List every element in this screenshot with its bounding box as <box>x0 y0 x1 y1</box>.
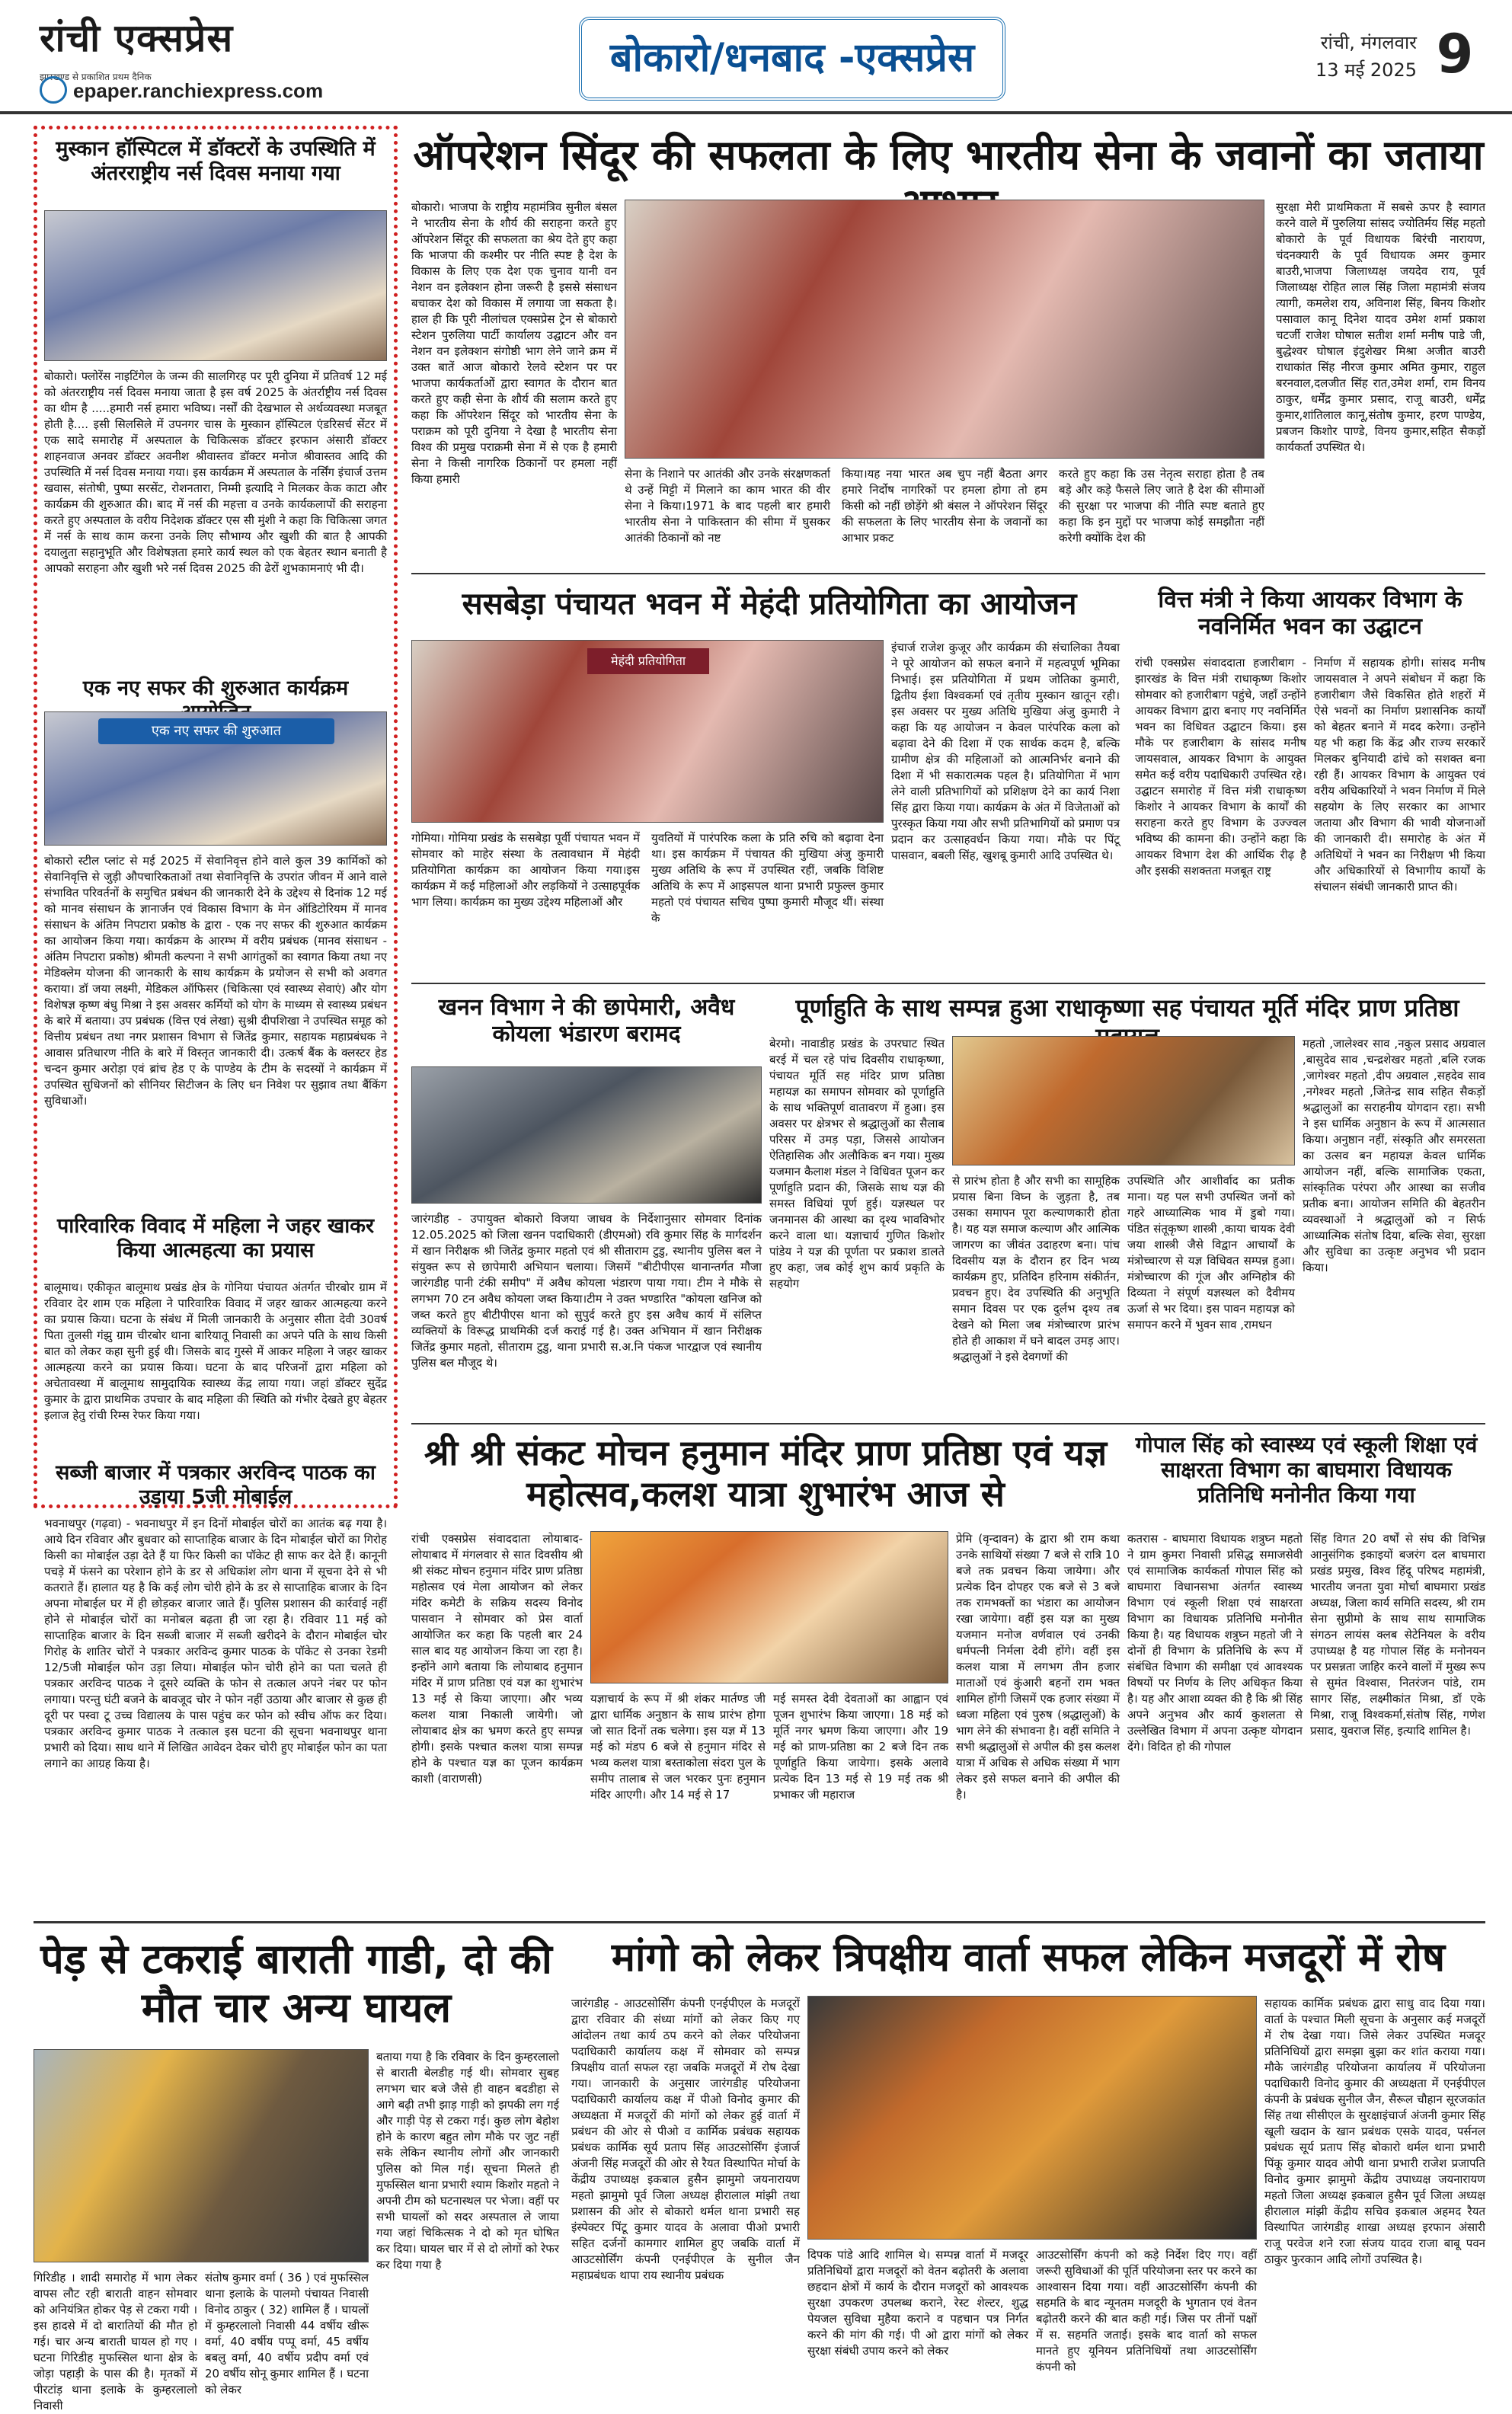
khanan-photo <box>411 1066 762 1204</box>
mehndi-headline: ससबेड़ा पंचायत भवन में मेहंदी प्रतियोगिता का आयोजन <box>462 587 1077 622</box>
section-banner <box>579 17 1005 101</box>
vivad-headline: पारिवारिक विवाद में महिला ने जहर खाकर किया आत्महत्या का प्रयास <box>56 1214 375 1262</box>
gopal-col1: कतरास - बाघमारा विधायक शत्रुघ्न महतो ने ग्राम कुमरा निवासी प्रसिद्ध समाजसेवी एवं सामाजिक कार्यकर्ता गोपाल सिंह को बाघमारा विधानसभा अंतर्गत स्वास्थ्य विभाग एवं स्कूली शिक्षा एवं साक्षरता विभाग का विधायक प्रतिनिधि मनोनीत किया है। यह विधायक शत्रुघ्न महतो जी ने दोनों ही विभाग के प्रतिनिधि के रूप में संबंधित विभाग की समीक्षा एवं आवश्यक विषयों पर निर्णय के लिए अधिकृत किया है। यह और आशा व्यक्त की है कि श्री सिंह अपने अनुभव और कार्य कुशलता से उल्लेखित विभाग में अपना उत्कृष्ट योगदान देंगे। विदित हो की गोपाल <box>1127 1532 1303 1754</box>
purnahuti-col1: बेरमो। नावाडीह प्रखंड के उपरघाट स्थित बरई में चल रहे पांच दिवसीय राधाकृष्णा, पंचायत मूर्ति सह मंदिर प्राण प्रतिष्ठा महायज्ञ का समापन सोमवार को पूर्णाहुति के साथ भक्तिपूर्ण वातावरण में हुआ। इस अवसर पर क्षेत्रभर से श्रद्धालुओं का सैलाब परिसर में उमड़ पड़ा, जिससे आयोजन ऐतिहासिक और अलौकिक बन गया। मुख्य यजमान कैलाश मंडल ने विधिवत पूजन कर पूर्णाहुति प्रदान की, जिसके साथ यज्ञ की समस्त विधियां पूर्ण हुई। यज्ञस्थल पर जनमानस की आस्था का दृश्य भावविभोर करने वाला था। यज्ञाचार्य गुणित किशोर पांडेय ने यज्ञ की पूर्णता पर प्रकाश डालते हुए कहा, जब कोई शुभ कार्य प्रकृति के सहयोग <box>769 1037 945 1290</box>
safar-body: बोकारो स्टील प्लांट से मई 2025 में सेवानिवृत्त होने वाले कुल 39 कार्मिकों को सेवानिवृत्ति से जुड़ी औपचारिकताओं तथा सेवानिवृत्ति के उपरांत जीवन में आने वाले संभावित परिवर्तनों के समुचित प्रबंधन की जानकारी देने के उद्देश्य से दिनांक 12 मई को मानव संसाधन के ज्ञानार्जन एवं विकास विभाग के मेन ऑडिटोरियम में मानव संसाधन के अंतिम निपटारा प्रकोष्ठ के द्वारा - एक नए सफर की शुरुआत कार्यक्रम का आयोजन किया गया। कार्यक्रम के आरम्भ में वरीय प्रबंधक (मानव संसाधन - अंतिम निपटारा प्रकोष्ठ) श्रीमती कल्पना ने सभी आगंतुकों का स्वागत किया तथा नए मेडिक्लेम योजना की जानकारी के साथ कार्यक्रम के प्रयोजन से सभी को अवगत कराया। डॉ जया लक्ष्मी, मेडिकल ऑफिसर (चिकित्सा एवं स्वास्थ्य सेवाएं) और योग विशेषज्ञ कृष्ण बंधु मिश्रा ने इस अवसर कर्मियों को योग के माध्यम से स्वास्थ्य प्रबंधन के बारे में बताया। उप प्रबंधक (वित्त एवं लेखा) सुश्री दीपशिखा ने उपस्थित समूह को वित्तीय प्रबंधन तथा नगर प्रशासन विभाग से जितेंद्र कुमार, सहायक महाप्रबंधक ने आवास प्रतिधारण नीति के बारे में विस्तृत जानकारी दी। उत्कर्ष बैंक के क्लस्टर हेड चन्दन कुमार अरोड़ा एवं ब्रांच हेड ए के पाण्डेय के टीम के सदस्यों ने कार्यक्रम में उपस्थित सुधिजनों को सीनियर सिटीजन के लिए धन निवेश पर सुझाव तथा बैंकिंग सुविधाओं। <box>44 854 387 1108</box>
sabji-body: भवनाथपुर (गढ़वा) - भवनाथपुर में इन दिनों मोबाईल चोरों का आतंक बढ़ गया है।आये दिन रविवार और बुधवार को साप्ताहिक बाजार के दिन मोबाईल चोरों का गिरोह किसी का मोबाईल उड़ा देते हैं या फिर किसी का पॉकेट ही साफ कर देते हैं। कानूनी पचड़े में फंसने का परेशान होने के डर से अधिकांश लोग थाना में सूचना देने से भी कतराते हैं। हालात यह है कि कई लोग चोरी होने के डर से साप्ताहिक बाजार के दिन अपना मोबाईल घर में ही छोड़कर बाजार जाते हैं। पुलिस प्रशासन की कार्रवाई नहीं होने से मोबाईल चोरों का मनोबल बढ़ता ही जा रहा है। रविवार 11 मई को साप्ताहिक बाजार के दिन सब्जी बाजार में सब्जी खरीदने के दौरान मोबाईल चोर गिरोह के शातिर चोरों ने पत्रकार अरविन्द कुमार पाठक के पॉकेट से उनका रेडमी 12/5जी मोबाईल फोन उड़ा लिया। मोबाईल फोन चोरी होने का पता चलते ही पत्रकार अरविन्द पाठक ने दूसरे व्यक्ति के फोन से तत्काल अपने नंबर पर फोन लगाया। परन्तु घंटी बजने के बावजूद चोर ने फोन नहीं उठाया और बाजार से कुछ ही दूरी पर पस्वा टू उच्च विद्यालय के पास पहुंच कर फोन को स्वीच ऑफ कर दिया। पत्रकार अरविन्द कुमार पाठक ने तत्काल इस घटना की सूचना भवनाथपुर थाना प्रभारी को दिया। साथ थाने में लिखित आवेदन देकर चोरी हुए मोबाईल फोन का पता लगाने का आग्रह किया है। <box>44 1517 387 1770</box>
hanuman-col4: प्रेमि (वृन्दावन) के द्वारा श्री राम कथा उनके साथियों संख्या 7 बजे से रात्रि 10 बजे तक प्रवचन किया जायेगा। और प्रत्येक दिन दोपहर एक बजे से 3 बजे तक रामभक्तों का भंडारा का आयोजन रखा जायेगा। वहीं इस यज्ञ का मुख्य यजमान मनोज वर्णवाल एवं उनकी धर्मपत्नी निर्मला देवी होंगे। वहीं इस कलश यात्रा में लगभग तीन हजार माताओं एवं कुंआरी बहनों राम भक्त शामिल होंगी जिसमें एक हजार संख्या में ध्वजा महिला एवं पुरुष (श्रद्धालुओं) के भाग लेने की संभावना है। वहीं समिति ने सभी श्रद्धालुओं से अपील की इस कलश यात्रा में अधिक से अधिक संख्या में भाग लेकर इसे सफल बनाने की अपील की है। <box>956 1532 1120 1802</box>
gopal-col2: सिंह विगत 20 वर्षों से संघ की विभिन्न आनुसंगिक इकाइयों बजरंग दल बाघमारा प्रखंड प्रमुख, विश्व हिंदू परिषद महामंत्री, भारतीय जनता युवा मोर्चा बाघमारा प्रखंड अध्यक्ष, जिला कार्य समिति सदस्य, श्री राम सेना सुप्रीमो के साथ साथ सामाजिक संगठन लायंस क्लब सेटेनियल के वरीय उपाध्यक्ष है यह गोपाल सिंह के मनोनयन पर प्रसन्नता जाहिर करने वालों में मुख्य रूप से सुमंत विश्वास, नितरंजन पांडे, राम सागर सिंह, लक्ष्मीकांत मिश्रा, डॉ एके मिश्रा, राजू विश्वकर्मा,संतोष सिंह, गणेश प्रसाद, युवराज सिंह, इत्यादि शामिल है। <box>1310 1532 1485 1738</box>
purnahuti-headline: पूर्णाहुति के साथ सम्पन्न हुआ राधाकृष्णा सह पंचायत मूर्ति मंदिर प्राण प्रतिष्ठा <box>795 993 1459 1022</box>
logo-tagline: झारखण्ड से प्रकाशित प्रथम दैनिक <box>40 72 152 82</box>
safar-photo <box>44 711 387 846</box>
majdur-col1: जारंगडीह - आउटसोर्सिंग कंपनी एनईपीएल के मजदूरों द्वारा रविवार की संध्या मांगों को लेकर किए गए आंदोलन तथा कार्य ठप करने को लेकर परियोजना पदाधिकारी कार्यालय कक्ष में सोमवार को सम्पन्न त्रिपक्षीय वार्ता सफल रहा जबकि मजदूरों में रोष देखा गया। जानकारी के अनुसार जारंगडीह परियोजना पदाधिकारी कार्यालय कक्ष में पीओ विनोद कुमार की अध्यक्षता में मजदूरों की मांगों को लेकर हुई वार्ता में प्रबंधन की ओर से पीओ व कार्मिक प्रबंधक सहायक प्रबंधक कार्मिक सूर्य प्रताप सिंह आउटसोर्सिंग इंजार्ज अंजनी सिंह मजदूरों की ओर से रैयत विस्थापित मोर्चा के केंद्रीय उपाध्यक्ष इकबाल हुसैन झामुमो जयनारायण महतो झामुमो पूर्व जिला अध्यक्ष हीरालाल मांझी तथा प्रशासन की ओर से बोकारो थर्मल थाना प्रभारी सह इंस्पेक्टर पिंटू कुमार यादव के अलावा पीओ प्रभारी सहित दर्जनों कामगार शामिल हुए जबकि वार्ता में आउटसोर्सिंग कंपनी एनईपीएल के सुनील जैन महाप्रबंधक थापा राय स्थानीय प्रबंधक <box>571 1997 800 2282</box>
barati-col1: गिरिडीह । शादी समारोह में भाग लेकर वापस लौट रही बाराती वाहन सोमवार को अनियंत्रित होकर पेड़ से टकरा गयी । इस हादसे में दो बारातियों की मौत हो गई। चार अन्य बाराती घायल हो गए । घटना गिरिडीह मुफस्सिल थाना क्षेत्र के जोड़ा पहाड़ी के पास की है। मृतकों में पीरटांड़ थाना इलाके के कुम्हरलालो निवासी <box>34 2271 197 2412</box>
nurses-headline: मुस्कान हॉस्पिटल में डॉक्टरों के उपस्थिति में अंतरराष्ट्रीय नर्स दिवस मनाया गया <box>56 137 376 185</box>
mehndi-photo <box>411 640 884 823</box>
masthead <box>0 0 1512 114</box>
khanan-body: जारंगडीह - उपायुक्त बोकारो विजया जाधव के निर्देशानुसार सोमवार दिनांक 12.05.2025 को जिला खनन पदाधिकारी (डीएमओ) रवि कुमार सिंह के मार्गदर्शन में खान निरीक्षक श्री जितेंद्र कुमार महतो एवं श्री सीताराम टुडु, स्थानीय पुलिस बल ने संयुक्त रूप से छापेमारी अभियान चलाया। जिसमें "बीटीपीएस थानान्तर्गत मौजा जारंगडीह पानी टंकी समीप" में अवैध कोयला भंडारण पाया गया। टीम ने मौके से लगभग 70 टन अवैध कोयला जब्त किया।टीम ने उक्त भण्डारित "कोयला खनिज को जब्त करते हुए बीटीपीएस थाना को सुपुर्द करते हुए इस अवैध कार्य में संलिप्त व्यक्तियों के विरूद्ध प्राथमिकी दर्ज कराई गई है। उक्त अभियान में खान निरीक्षक जितेंद्र कुमार महतो, सीताराम टुडु, थाना प्रभारी स.अ.नि पंकज भारद्वाज एवं स्थानीय पुलिस बल मौजूद थे। <box>411 1212 762 1370</box>
divider <box>411 573 1485 574</box>
khanan-headline: खनन विभाग ने की छापेमारी, अवैध कोयला भंडारण बरामद <box>438 994 735 1048</box>
divider <box>411 983 1485 984</box>
newspaper-logo: रांची एक्सप्रेस <box>40 16 234 60</box>
sindoor-col3: किया।यह नया भारत अब चुप नहीं बैठता अगर हमारे निर्दोष नागरिकों पर हमला होगा तो हम किसी को नहीं छोड़ेंगे श्री बंसल ने ऑपरेशन सिंदूर की सफलता के लिए भारतीय सेना के जवानों का आभार प्रकट <box>842 467 1047 545</box>
aaykar-col2: निर्माण में सहायक होगी। सांसद मनीष जायसवाल ने अपने संबोधन में कहा कि हजारीबाग जैसे विकसित होते शहरों में ऐसे भवनों का निर्माण प्रशासनिक कार्यों को बेहतर बनाने में मदद करेगा। उन्होंने यह भी कहा कि केंद्र और राज्य सरकारें मिलकर बुनियादी ढांचे को सशक्त बना रही हैं। आयकर विभाग के आयुक्त एवं वरीय अधिकारियों ने भवन निर्माण में मिले सहयोग के लिए सरकार का आभार जताया और विभाग की भावी योजनाओं की जानकारी दी। समारोह के अंत में अतिथियों ने भवन का निरीक्षण भी किया और अधिकारियों से विभागीय कार्यों के संचालन संबंधी जानकारी प्राप्त की। <box>1314 656 1485 894</box>
page-number: 9 <box>1436 23 1474 85</box>
mehndi-photo-banner: मेहंदी प्रतियोगिता <box>587 648 709 674</box>
sindoor-col4: करते हुए कहा कि उस नेतृत्व सराहा होता है तब बड़े और कड़े फैसले लिए जाते है देश की सीमाओं की सुरक्षा पर भाजपा की नीति स्पष्ट बताते हुए कहा कि इन मुद्दों पर भाजपा कोई समझौता नहीं करेगी क्योंकि देश की <box>1059 467 1264 545</box>
sindoor-col1: बोकारो। भाजपा के राष्ट्रीय महामंत्रिव सुनील बंसल ने भारतीय सेना के शौर्य की सराहना करते हुए ऑपरेशन सिंदूर की सफलता का श्रेय देते हुए कहा कि भाजपा की कश्मीर पर नीति स्पष्ट है देश के विकास के लिए एक देश एक चुनाव यानी वन नेशन वन इलेक्शन होना जरूरी है इससे संसाधन बचाकर देश को विकास में लगाया जा सकता है। हाल ही कि पूरी नीलांचल एक्सप्रेस ट्रेन से बोकारो स्टेशन पुरुलिया पार्टी कार्यालय उद्घाटन और वन नेशन वन इलेक्शन संगोष्ठी भाग लेने जाने क्रम में उक्त बातें आज बोकारो रेलवे स्टेशन पर पर भाजपा कार्यकर्ताओं द्वारा स्वागत के दौरान बात करते हुए कही सेना के शौर्य की सलाम करते हुए कहा कि ऑपरेशन सिंदूर को भारतीय सेना के पराक्रम को पूरी दुनिया ने देखा है भारतीय सेना विश्व की प्रमुख पराक्रमी सेना में से एक है हमारी सेना ने किसी नागरिक ठिकानों पर हमला नहीं किया हमारी <box>411 200 617 486</box>
purnahuti-photo <box>952 1036 1295 1165</box>
hanuman-col3: मई समस्त देवी देवताओं का आह्वान एवं पूजन शुभारंभ किया जाएगा। 18 मई को मूर्ति नगर भ्रमण किया जाएगा। और 19 मई को प्राण-प्रतिष्ठा का 2 बजे दिन तक पूर्णाहुति किया जायेगा। इसके अलावे प्रत्येक दिन 13 मई से 19 मई तक श्री प्रभाकर जी महाराज <box>773 1692 948 1802</box>
epaper-url[interactable]: epaper.ranchiexpress.com <box>73 79 324 102</box>
sindoor-col2: सेना के निशाने पर आतंकी और उनके संरक्षणकर्ता थे उन्हें मिट्टी में मिलाने का काम भारत की वीर सेना ने किया।1971 के बाद पहली बार हमारी भारतीय सेना ने पाकिस्तान की सीमा में घुसकर आतंकी ठिकानों को नष्ट <box>625 467 830 545</box>
aaykar-col1: रांची एक्सप्रेस संवाददाता हजारीबाग - झारखंड के वित्त मंत्री राधाकृष्ण किशोर सोमवार को हजारीबाग पहुंचे, जहाँ उन्होंने आयकर विभाग द्वारा बनाए गए नवनिर्मित भवन का विधिवत उद्घाटन किया। इस मौके पर हजारीबाग के सांसद मनीष जायसवाल, आयकर विभाग के आयुक्त समेत कई वरीय पदाधिकारी उपस्थित रहे। उद्घाटन समारोह में वित्त मंत्री राधाकृष्ण किशोर ने आयकर विभाग के कार्यों की सराहना करते हुए विभाग के उज्ज्वल भविष्य की कामना की। उन्होंने कहा कि आयकर विभाग देश की आर्थिक रीढ़ है और इसकी सशक्तता मजबूत राष्ट्र <box>1135 656 1306 878</box>
majdur-headline: मांगो को लेकर त्रिपक्षीय वार्ता सफल लेकिन मजदूरों में रोष <box>611 1935 1446 1981</box>
vivad-body: बालूमाथ। एकीकृत बालूमाथ प्रखंड क्षेत्र के गोनिया पंचायत अंतर्गत चीरबोर ग्राम में रविवार देर शाम एक महिला ने पारिवारिक विवाद में जहर खाकर आत्महत्या करने का प्रयास किया। घटना के संबंध में मिली जानकारी के अनुसार सीता देवी 30वर्ष पिता तुलसी गंझु ग्राम चीरबोर थाना बारियातू निवासी का अपने पति के साथ किसी बात को लेकर कहा सुनी हुई थी। जिसके बाद गुस्से में आकर महिला ने जहर खाकर आत्महत्या करने का प्रयास किया। घटना के बाद परिजनों द्वारा महिला को अचेतावस्था में बालूमाथ सामुदायिक स्वास्थ्य केंद्र लाया गया। जहां डॉक्टर सुदेंद्र कुमार के द्वारा प्राथमिक उपचार के बाद महिला की स्थिति को गंभीर देखते हुए बेहतर इलाज हेतु रांची रिम्स रेफर किया गया। <box>44 1281 387 1422</box>
section-title: बोकारो/धनबाद -एक्सप्रेस <box>609 35 975 81</box>
date-weekday: रांची, मंगलवार <box>1320 32 1417 53</box>
divider <box>34 1921 1485 1923</box>
barati-col3: बताया गया है कि रविवार के दिन कुम्हरलालो से बाराती बेलडीह गई थी। सोमवार सुबह लगभग चार बजे जैसे ही वाहन बदडीहा से आगे बढ़ी तभी झाड़ गाड़ी को झपकी लग गई और गाड़ी पेड़ से टकरा गई। कुछ लोग बेहोश होने के कारण बहुत लोग मौके पर जुट नहीं सके लेकिन स्थानीय लोगों और जानकारी पुलिस को मिल गई। सूचना मिलते ही मुफस्सिल थाना प्रभारी श्याम किशोर महतो ने अपनी टीम को घटनास्थल पर भेजा। वहीं पर सभी घायलों को सदर अस्पताल ले जाया गया जहां चिकित्सक ने दो को मृत घोषित कर दिया। घायल चार में से दो लोगों को रेफर कर दिया गया है <box>376 2050 559 2272</box>
sindoor-col5: सुरक्षा मेरी प्राथमिकता में सबसे ऊपर है स्वागत करने वाले में पुरुलिया सांसद ज्योतिर्मय सिंह महतो बोकारो के पूर्व विधायक बिरंची नारायण, चंदनक्यारी के पूर्व विधायक अमर कुमार बाउरी,भाजपा जिलाध्यक्ष जयदेव राय, पूर्व जिलाध्यक्ष रोहित लाल सिंह जिला महामंत्री संजय त्यागी, कमलेश राय, अविनाश सिंह, बिनय किशोर पसावाल कानू दिनेश यादव उमेश शर्मा प्रकाश चटर्जी राजेश घोषाल सतीश शर्मा मनीष पाडे जी, बुद्धेश्वर घोषाल इंदुशेखर मिश्रा अजीत बाउरी राधाकांत सिंह नीरज कुमार अमित कुमार, राहुल बरनवाल,दलजीत सिंह रात,उमेश शर्मा, राम विनय ठाकुर, धर्मेंद्र कुमार प्रसाद, राजू बाउरी, धर्मेंद्र कुमार,शांतिलाल कानू,संतोष कुमार, हरण पाण्डेय, प्रबजन किशोर पाण्डे, विनय कुमार,सहित सैकड़ों कार्यकर्ता उपस्थित थे। <box>1276 200 1485 454</box>
majdur-col4: सहायक कार्मिक प्रबंधक द्वारा साधु वाद दिया गया। वार्ता के पश्चात मिली सूचना के अनुसार कई मजदूरों में रोष देखा गया। जिसे लेकर उपस्थित मजदूर प्रतिनिधियों द्वारा समझा बुझा कर शांत कराया गया। मौके जारंगडीह परियोजना कार्यालय में परियोजना पदाधिकारी विनोद कुमार की अध्यक्षता में एनईपीएल कंपनी के प्रबंधक सुनील जैन, सैरूल चौहान सूरजकांत सिंह तथा सीसीएल के सुरक्षाइंचार्ज अंजनी कुमार सिंह खूली खदान के खान प्रबंधक एसके यादव, पर्सनल प्रबंधक सूर्य प्रताप सिंह बोकारो थर्मल थाना प्रभारी पिंकू कुमार यादव ओपी थाना प्रभारी राजेश प्रजापति विनोद कुमार झामुमो केंद्रीय उपाध्यक्ष जयनारायण महतो जिला अध्यक्ष इकबाल हुसैन पूर्व जिला अध्यक्ष हीरालाल मांझी केंद्रीय सचिव इकबाल अहमद रैयत विस्थापित जारंगडीह शाखा अध्यक्ष इरफान अंसारी राजू परवेज शने रजा संजय यादव राजा बाबू पवन ठाकुर फुरकान आदि लोगों उपस्थित है। <box>1264 1997 1485 2266</box>
sindoor-photo <box>625 200 1264 459</box>
hanuman-col1: रांची एक्सप्रेस संवाददाता लोयाबाद- लोयाबाद में मंगलवार से सात दिवसीय श्री श्री संकट मोचन हनुमान मंदिर प्राण प्रतिष्ठा महोत्सव एवं मेला आयोजन को लेकर मंदिर कमेटी के सक्रिय सदस्य विनोद पासवान ने सोमवार को प्रेस वार्ता आयोजित कर कहा कि पहली बार 24 साल बाद यह आयोजन किया जा रहा है। इन्होंने आगे बताया कि लोयाबाद हनुमान मंदिर में प्राण प्रतिष्ठा एवं यज्ञ का शुभारंभ 13 मई से किया जाएगा। और भव्य कलश यात्रा निकाली जायेगी। जो लोयाबाद क्षेत्र का भ्रमण करते हुए सम्पन्न होगी। इसके पश्चात कलश यात्रा सम्पन्न होने के पश्चात यज्ञ का पूजन कार्यक्रम काशी (वाराणसी) <box>411 1532 583 1786</box>
purnahuti-col4: महतो ,जालेश्वर साव ,नकुल प्रसाद अग्रवाल ,बासुदेव साव ,चन्द्रशेखर महतो ,बलि रजक ,जागेश्वर महतो ,दीप अग्रवाल ,सहदेव साव ,नगेश्वर महतो ,जितेन्द्र साव सहित सैकड़ों श्रद्धालुओं का सराहनीय योगदान रहा। सभी ने इस धार्मिक अनुष्ठान के रूप में आत्मसात किया। अनुष्ठान नहीं, संस्कृति और समरसता का उत्सव बन महायज्ञ केवल धार्मिक आयोजन नहीं, बल्कि सामाजिक एकता, सांस्कृतिक परंपरा और आस्था का सजीव प्रतीक बना। आयोजन समिति की बेहतरीन व्यवस्थाओं ने श्रद्धालुओं को न सिर्फ आध्यात्मिक संतोष दिया, बल्कि सेवा, सुरक्षा और सुविधा का उत्कृष्ट अनुभव भी प्रदान किया। <box>1303 1037 1485 1274</box>
dateline <box>1280 29 1417 84</box>
safar-photo-banner: एक नए सफर की शुरुआत <box>98 718 334 744</box>
barati-col2: संतोष कुमार वर्मा ( 36 ) एवं मुफस्सिल थाना इलाके के पालमो पंचायत निवासी विनोद ठाकुर ( 32) शामिल हैं । घायलों में कुम्हरलालो निवासी 44 वर्षीय खीरू वर्मा, 40 वर्षीय पप्पू वर्मा, 45 वर्षीय बबलु वर्मा, 40 वर्षीय प्रदीप वर्मा एवं 20 वर्षीय सोनू कुमार शामिल हैं । घटना को लेकर <box>205 2271 369 2396</box>
barati-photo <box>34 2049 369 2262</box>
mehndi-col1: गोमिया। गोमिया प्रखंड के ससबेड़ा पूर्वी पंचायत भवन में सोमवार को माहेर संस्था के तत्वावधान में मेहंदी प्रतियोगिता कार्यक्रम का आयोजन किया गया।इस कार्यक्रम में कई महिलाओं और लड़कियों ने उत्साहपूर्वक भाग लिया। कार्यक्रम का मुख्य उद्देश्य महिलाओं और <box>411 831 640 909</box>
nurses-body: बोकारो। फ्लोरेंस नाइटिंगेल के जन्म की सालगिरह पर पूरी दुनिया में प्रतिवर्ष 12 मई को अंतरराष्ट्रीय नर्स दिवस मनाया जाता है इस वर्ष 2025 के अंतर्राष्ट्रीय नर्स दिवस का थीम है .....हमारी नर्स हमारा भविष्य। नर्सों की देखभाल से अर्थव्यवस्था मजबूत होती है.... इसी सिलसिले में उपनगर चास के मुस्कान हॉस्पिटल एंडरिसर्च सेंटर में एक सादे समारोह में अस्पताल के चिकित्सक डॉक्टर इरफान अंसारी डॉक्टर शाहनवाज अनवर डॉक्टर अवनीश श्रीवास्तव डॉक्टर मनोज श्रीवास्तव आदि की उपस्थिति में नर्स दिवस मनाया गया। इस कार्यक्रम में अस्पताल के नर्सिंग इंचार्ज उत्तम खवास, संतोषी, पुष्पा सरसेंट, रोशनतारा, निम्मी इत्यादि ने मिलकर केक काटा और कार्यक्रम की शुरुआत की। बाद में नर्स की महत्ता व उनके कार्यकलापों की सराहना करते हुए अस्पताल के वरीय निदेशक डॉक्टर एस सी मुंशी ने कहा कि चिकित्सा जगत में नर्स के साथ काम करना उनके लिए सौभाग्य और खुशी की बात है आपकी दयालुता सहानुभूति और विशेषज्ञता हमारे कार्य स्थल को एक बेहतर स्थान बनाती है आपको सराहना और खुशी भरे नर्स दिवस 2025 की ढेरों शुभकामनाएं भी दी। <box>44 369 387 575</box>
divider <box>411 1423 1485 1424</box>
hanuman-headline: श्री श्री संकट मोचन हनुमान मंदिर प्राण प्रतिष्ठा एवं यज्ञ महोत्सव,कलश यात्रा शुभारंभ आज से <box>424 1432 1108 1515</box>
barati-headline: पेड़ से टकराई बाराती गाडी, दो की मौत चार अन्य घायल <box>40 1935 552 2032</box>
mehndi-col3: इंचार्ज राजेश कुजूर और कार्यक्रम की संचालिका तैयबा ने पूरे आयोजन को सफल बनाने में महत्वपूर्ण भूमिका निभाई। इस प्रतियोगिता में प्रथम जोतिका कुमारी, द्वितीय ईशा विश्वकर्मा एवं तृतीय मुस्कान खातून रही। इस अवसर पर मुख्य अतिथि मुखिया अंजु कुमारी ने कहा कि यह आयोजन न केवल पारंपरिक कला को बढ़ावा देने की दिशा में एक सार्थक कदम है, बल्कि ग्रामीण क्षेत्र की महिलाओं को आत्मनिर्भर बनाने की दिशा में भी सकारात्मक पहल है। प्रतियोगिता में भाग लेने वाली प्रतिभागियों को प्रशिक्षण देने का कार्य निशा सिंह द्वारा किया गया। कार्यक्रम के अंत में विजेताओं को पुरस्कृत किया गया और सभी प्रतिभागियों को प्रमाण पत्र प्रदान कर उत्साहवर्धन किया गया। मौके पर पिंटू पासवान, बबली सिंह, खुशबू कुमारी आदि उपस्थित थे। <box>891 641 1120 862</box>
safar-headline: एक नए सफर की शुरुआत कार्यक्रम <box>82 676 349 700</box>
globe-icon <box>40 76 67 104</box>
aaykar-headline: वित्त मंत्री ने किया आयकर विभाग के नवनिर्मित भवन का उद्घाटन <box>1158 587 1462 641</box>
nurses-photo <box>44 210 387 361</box>
purnahuti-col2: से प्रारंभ होता है और सभी का सामूहिक प्रयास बिना विघ्न के जुड़ता है, तब उसका समापन पूरा कल्याणकारी होता है। यह यज्ञ समाज कल्याण और आत्मिक जागरण का जीवंत उदाहरण बना। पांच दिवसीय यज्ञ के दौरान हर दिन भव्य कार्यक्रम हुए, प्रतिदिन हरिनाम संकीर्तन, प्रवचन हुए। देव उपस्थिति की अनुभूति समान दिवस पर एक दुर्लभ दृश्य तब देखने को मिला जब मंत्रोच्चारण प्रारंभ होते ही आकाश में घने बादल उमड़ आए। श्रद्धालुओं ने इसे देवगणों की <box>952 1174 1120 1364</box>
hanuman-photo <box>590 1531 948 1683</box>
sindoor-headline: ऑपरेशन सिंदूर की सफलता के लिए भारतीय सेना के जवानों का जताया <box>413 131 1484 179</box>
majdur-photo <box>807 1996 1257 2240</box>
date-date: 13 मई 2025 <box>1315 59 1417 81</box>
gopal-headline: गोपाल सिंह को स्वास्थ्य एवं स्कूली शिक्षा एवं साक्षरता विभाग का बाघमारा विधायक प्रतिनिधि मनोनीत किया गया <box>1135 1432 1478 1508</box>
majdur-col2: दिपक पांडे आदि शामिल थे। सम्पन्न वार्ता में मजदूर प्रतिनिधियों द्वारा मजदूरों को वेतन बढ़ोतरी के अलावा छहदान क्षेत्रों में कार्य के दौरान मजदूरों को आवश्यक सुरक्षा उपकरण उपलब्ध कराने, रेस्ट शेल्टर, शुद्ध पेयजल सुविधा मुहैया कराने व पहचान पत्र निर्गत करने की मांग की गई। पी ओ द्वारा मांगों को लेकर सुरक्षा संबंधी उपाय करने को लेकर <box>807 2248 1028 2358</box>
hanuman-col2: यज्ञाचार्य के रूप में श्री शंकर मार्तण्ड जी द्वारा धार्मिक अनुष्ठान के साथ प्रारंभ होगा जो सात दिनों तक चलेगा। इस यज्ञ में 13 मई को मंडप 6 बजे से हनुमान मंदिर से भव्य कलश यात्रा बस्ताकोला संदरा पुल के समीप तालाब से जल भरकर पुनः हनुमान मंदिर आएगी। और 14 मई से 17 <box>590 1692 766 1802</box>
purnahuti-col3: उपस्थिति और आशीर्वाद का प्रतीक माना। यह पल सभी उपस्थित जनों को गहरे आध्यात्मिक भाव में डुबो गया। पंडित संतूकृष्ण शास्त्री ,काया चायक देवी जया शास्त्री जैसे विद्वान आचार्यों के मंत्रोच्चारण से यज्ञ विधिवत सम्पन्न हुआ। मंत्रोच्चारण की गूंज और अग्निहोत्र की दिव्यता ने संपूर्ण यज्ञस्थल को दैवीमय ऊर्जा से भर दिया। इस पावन महायज्ञ को समापन करने में भुवन साव ,रामधन <box>1127 1174 1295 1332</box>
sabji-headline: सब्जी बाजार में पत्रकार अरविन्द पाठक का उड़ाया 5जी मोबाईल <box>56 1461 376 1509</box>
mehndi-col2: युवतियों में पारंपरिक कला के प्रति रुचि को बढ़ावा देना था। इस कार्यक्रम में पंचायत की मुखिया अंजु कुमारी मुख्य अतिथि के रूप में उपस्थित रहीं, जबकि विशिष्ट अतिथि के रूप में आइसपल थाना प्रभारी प्रफुल्ल कुमार महतो एवं पंचायत सचिव पुष्पा कुमारी मौजूद थीं। संस्था के <box>651 831 884 925</box>
majdur-col3: आउटसोर्सिंग कंपनी को कड़े निर्देश दिए गए। वहीं जरूरी सुविधाओं की पूर्ति परियोजना स्तर पर करने का आश्वासन दिया गया। वहीं आउटसोर्सिंग कंपनी की सहमति के बाद न्यूनतम मजदूरी के भुगतान एवं वेतन बढ़ोतरी करने की बात कही गई। जिस पर तीनों पक्षों में स. सहमति जताई। इसके बाद वार्ता को सफल मानते हुए यूनियन प्रतिनिधियों तथा आउटसोर्सिंग कंपनी को <box>1036 2248 1257 2374</box>
